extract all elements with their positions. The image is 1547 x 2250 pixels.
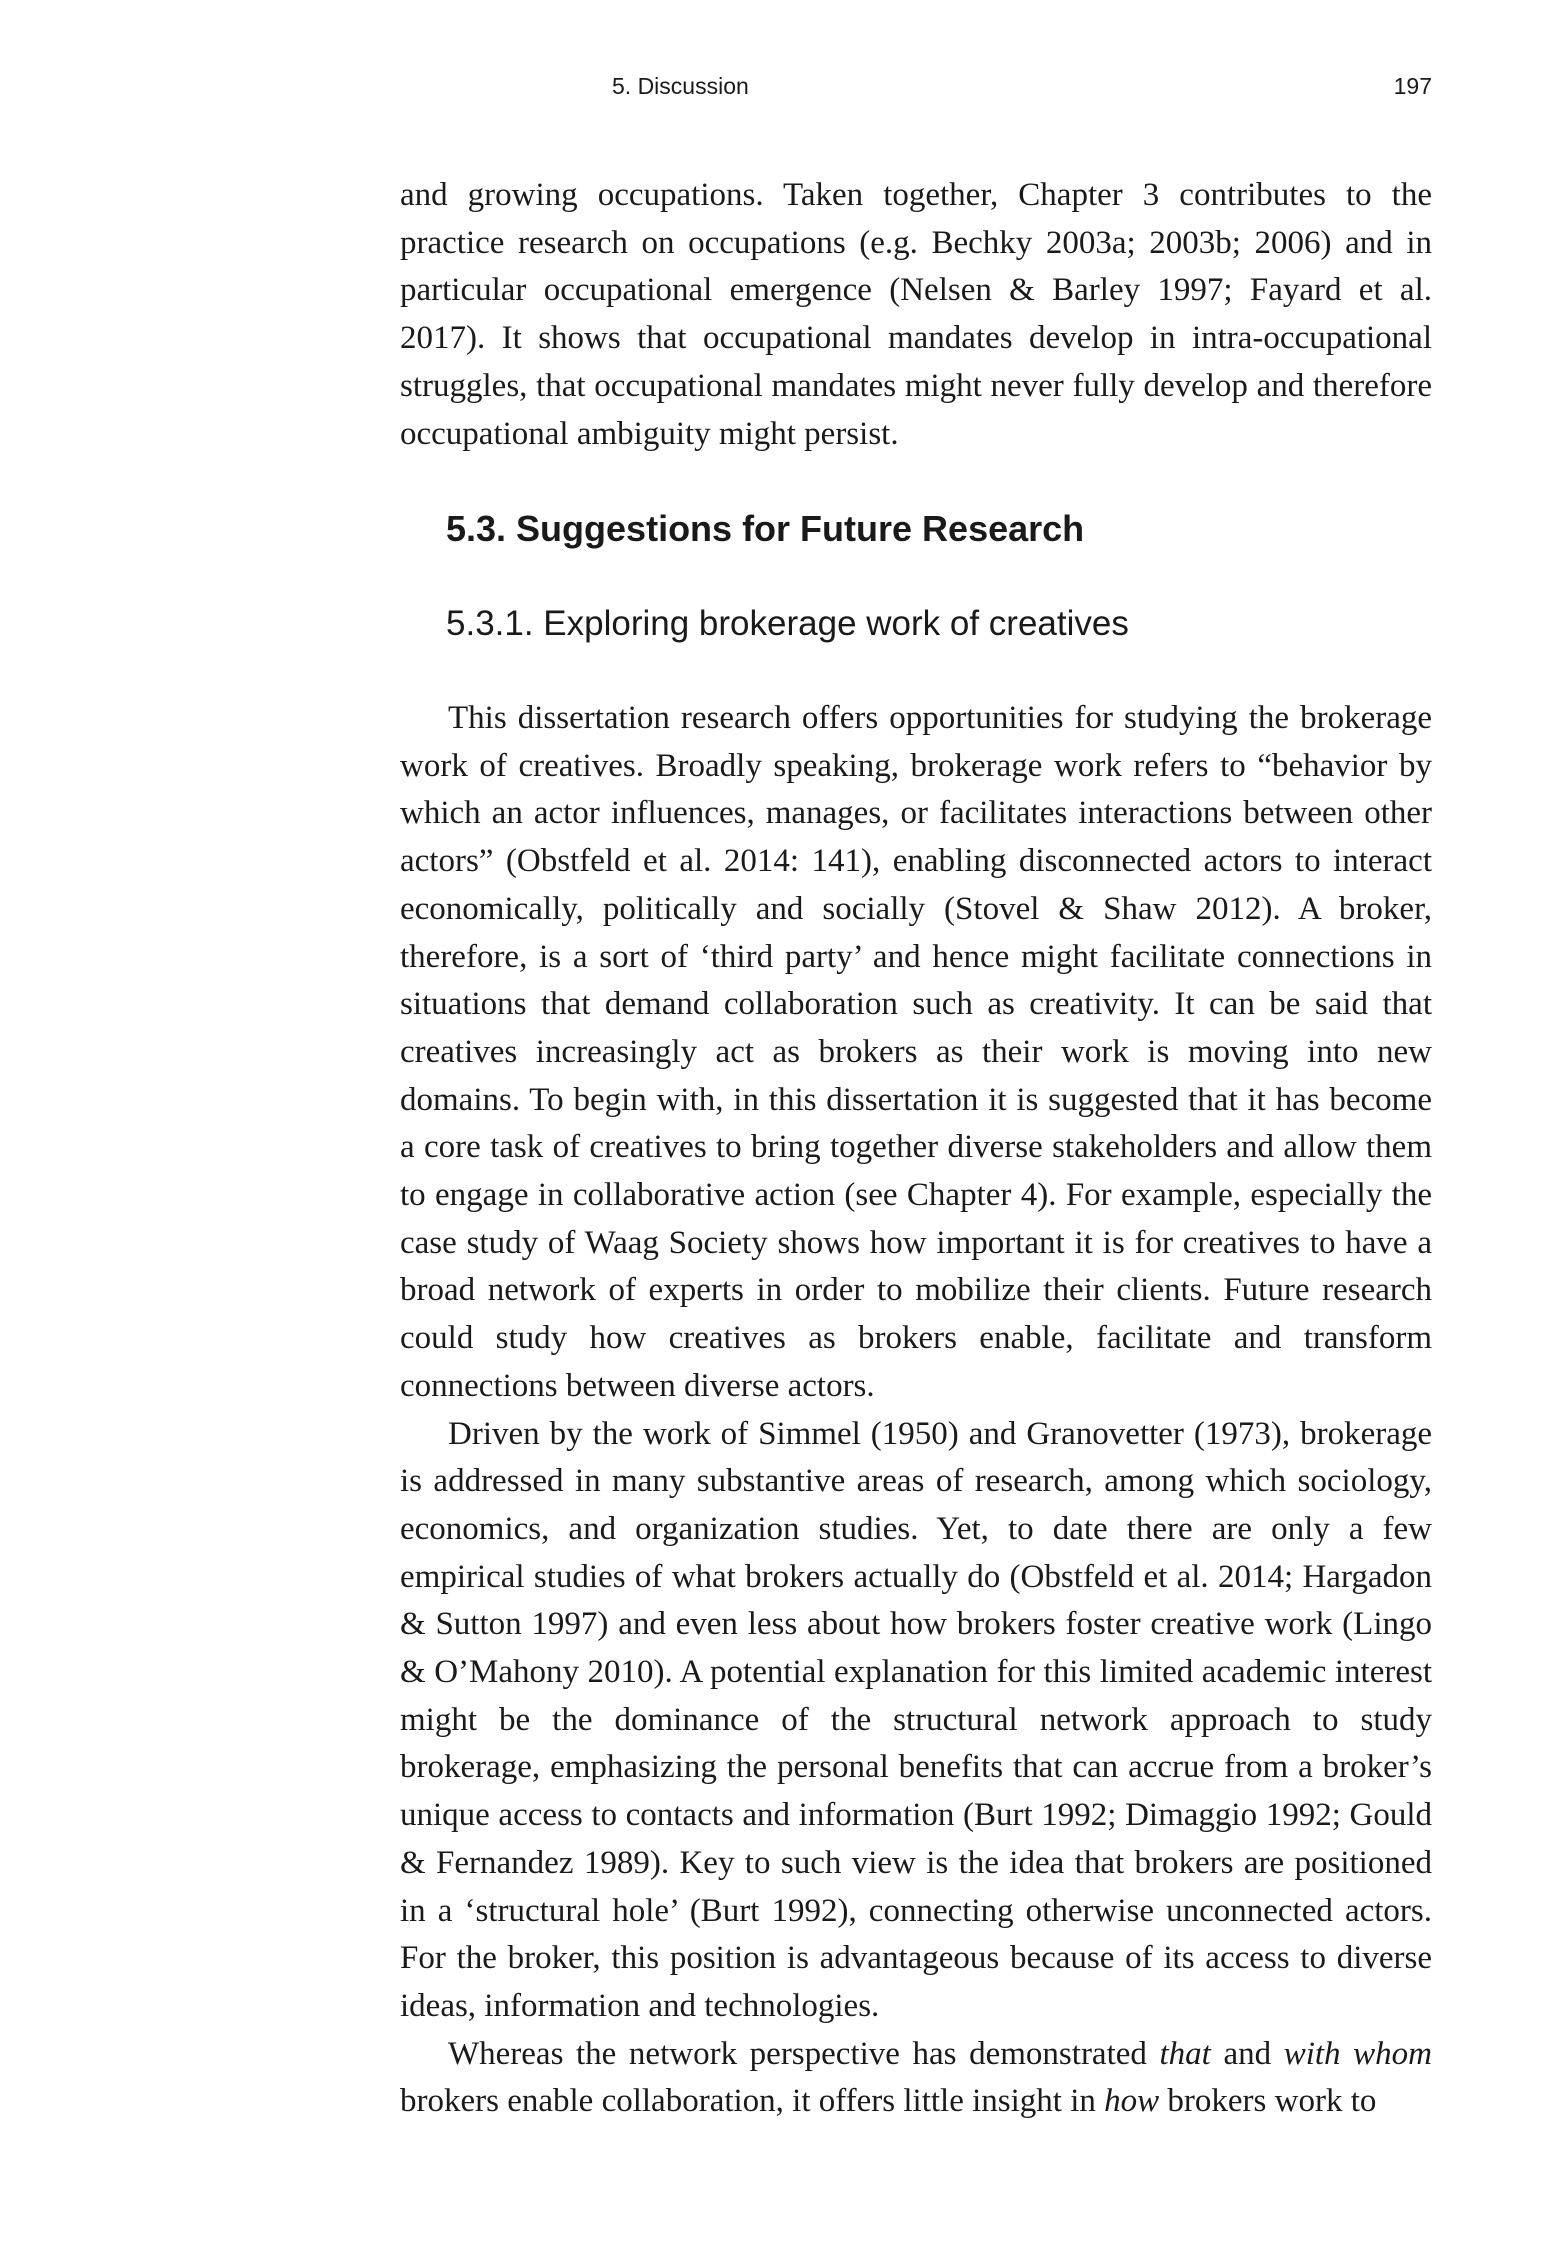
running-head [612,70,1432,102]
running-head-section: 5. Discussion [612,73,749,99]
body-paragraph-2: Driven by the work of Simmel (1950) and Granovetter (1973), brokerage is addressed in many substantive areas of research, among which sociology, economics, and organization studies. Yet, to date there are only a few empirical studies of what brokers actually do (Obstfeld et al. 2014; Hargadon & Sutton 1997) and even less about how brokers foster creative work (Lingo & O’Mahony 2010). A potential explanation for this limited academic interest might be the dominance of the structural network approach to study brokerage, emphasizing the personal benefits that can accrue from a broker’s unique access to contacts and information (Burt 1992; Dimaggio 1992; Gould & Fernandez 1989). Key to such view is the idea that brokers are positioned in a ‘structural hole’ (Burt 1992), connecting otherwise unconnected actors. For the broker, this position is advantageous because of its access to diverse ideas, information and technologies. [400,1415,1432,2024]
para3-text-3: brokers enable collaboration, it offers little insight in [400,2083,1105,2120]
intro-text-block [400,172,1432,458]
para3-text-2: and [1210,2035,1284,2072]
section-heading: 5.3. Suggestions for Future Research [446,508,1085,549]
para3-emphasis-with-whom: with whom [1283,2035,1432,2072]
body-paragraph-3 [400,2031,1432,2126]
body-paragraph-1: This dissertation research offers opportunities for studying the brokerage work of creatives. Broadly speaking, brokerage work refers to “behavior by which an actor influences, manages, or facilitates interactions between other actors” (Obstfeld et al. 2014: 141), enabling disconnected actors to interact economically, politically and socially (Stovel & Shaw 2012). A broker, therefore, is a sort of ‘third party’ and hence might facilitate connections in situations that demand collaboration such as creativity. It can be said that creatives increasingly act as brokers as their work is moving into new domains. To begin with, in this dissertation it is suggested that it has become a core task of creatives to bring together diverse stakeholders and allow them to engage in collaborative action (see Chapter 4). For example, especially the case study of Waag Society shows how important it is for creatives to have a broad network of experts in order to mobilize their clients. Future research could study how creatives as brokers enable, facilitate and transform connections between diverse actors. [400,700,1432,1404]
para3-text-1: Whereas the network perspective has demonstrated [448,2035,1160,2072]
page-number: 197 [1393,73,1432,99]
intro-paragraph: and growing occupations. Taken together, Chapter 3 contributes to the practice research on occupations (e.g. Bechky 2003a; 2003b; 2006) and in particular occupational emergence (Nelsen & Barley 1997; Fayard et al. 2017). It shows that occupational mandates develop in intra-occupational struggles, that occupational mandates might never fully develop and therefore occupational ambiguity might persist. [400,177,1432,452]
para3-emphasis-how: how [1104,2083,1160,2120]
para3-text-4: brokers work to [1159,2083,1377,2120]
body-text-block [400,695,1432,2126]
para3-emphasis-that: that [1159,2035,1211,2072]
subsection-heading: 5.3.1. Exploring brokerage work of creatives [446,604,1129,643]
